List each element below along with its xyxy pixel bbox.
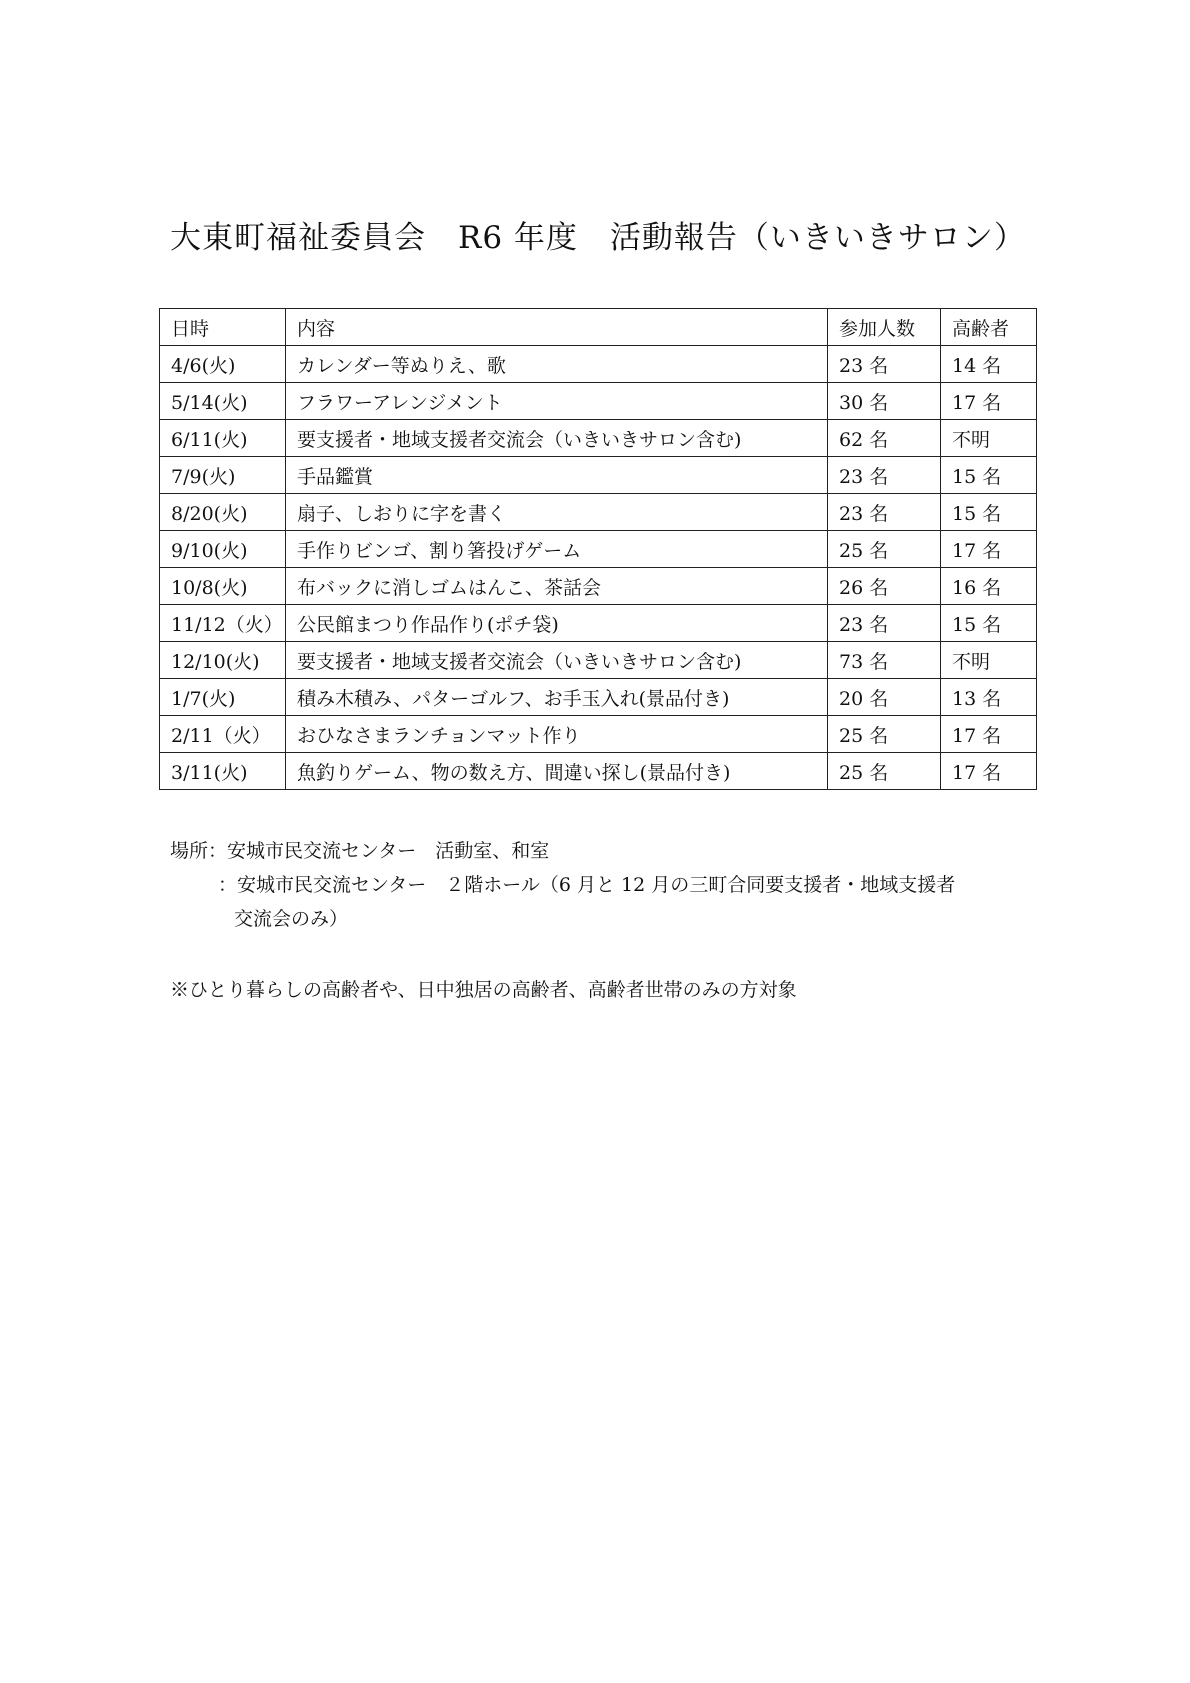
cell-participants: 25 名 — [828, 753, 941, 790]
cell-content: フラワーアレンジメント — [286, 383, 828, 420]
table-row — [160, 457, 1037, 494]
cell-elderly: 17 名 — [941, 531, 1037, 568]
cell-content: 手品鑑賞 — [286, 457, 828, 494]
cell-participants: 25 名 — [828, 716, 941, 753]
cell-participants: 73 名 — [828, 642, 941, 679]
cell-elderly: 15 名 — [941, 457, 1037, 494]
cell-content: 積み木積み、パターゴルフ、お手玉入れ(景品付き) — [286, 679, 828, 716]
header-participants: 参加人数 — [828, 309, 941, 346]
page-title: 大東町福祉委員会 R6 年度 活動報告（いきいきサロン） — [170, 220, 1026, 256]
cell-content: 布バックに消しゴムはんこ、茶話会 — [286, 568, 828, 605]
table-row — [160, 383, 1037, 420]
table-row — [160, 494, 1037, 531]
cell-date: 6/11(火) — [160, 420, 286, 457]
cell-content: カレンダー等ぬりえ、歌 — [286, 346, 828, 383]
cell-date: 5/14(火) — [160, 383, 286, 420]
cell-participants: 62 名 — [828, 420, 941, 457]
cell-content: おひなさまランチョンマット作り — [286, 716, 828, 753]
cell-date: 2/11（火） — [160, 716, 286, 753]
cell-participants: 30 名 — [828, 383, 941, 420]
cell-participants: 23 名 — [828, 605, 941, 642]
cell-elderly: 不明 — [941, 420, 1037, 457]
cell-content: 魚釣りゲーム、物の数え方、間違い探し(景品付き) — [286, 753, 828, 790]
cell-elderly: 15 名 — [941, 605, 1037, 642]
table-row — [160, 679, 1037, 716]
cell-participants: 23 名 — [828, 346, 941, 383]
cell-content: 要支援者・地域支援者交流会（いきいきサロン含む) — [286, 642, 828, 679]
cell-date: 4/6(火) — [160, 346, 286, 383]
venue-line-2-continued: 交流会のみ） — [234, 908, 349, 930]
cell-content: 手作りビンゴ、割り箸投げゲーム — [286, 531, 828, 568]
cell-elderly: 17 名 — [941, 753, 1037, 790]
cell-date: 3/11(火) — [160, 753, 286, 790]
cell-elderly: 13 名 — [941, 679, 1037, 716]
table-row — [160, 346, 1037, 383]
cell-elderly: 15 名 — [941, 494, 1037, 531]
venue-line-2: ：安城市民交流センター ２階ホール（6 月と 12 月の三町合同要支援者・地域支援者 — [218, 874, 956, 896]
cell-elderly: 14 名 — [941, 346, 1037, 383]
venue-line-1: 場所：安城市民交流センター 活動室、和室 — [170, 840, 550, 862]
cell-elderly: 17 名 — [941, 383, 1037, 420]
cell-date: 1/7(火) — [160, 679, 286, 716]
cell-date: 8/20(火) — [160, 494, 286, 531]
cell-date: 12/10(火) — [160, 642, 286, 679]
cell-elderly: 不明 — [941, 642, 1037, 679]
cell-content: 公民館まつり作品作り(ポチ袋) — [286, 605, 828, 642]
cell-participants: 23 名 — [828, 457, 941, 494]
cell-participants: 20 名 — [828, 679, 941, 716]
cell-participants: 23 名 — [828, 494, 941, 531]
table-row — [160, 753, 1037, 790]
cell-content: 要支援者・地域支援者交流会（いきいきサロン含む) — [286, 420, 828, 457]
cell-content: 扇子、しおりに字を書く — [286, 494, 828, 531]
target-audience-note: ※ひとり暮らしの高齢者や、日中独居の高齢者、高齢者世帯のみの方対象 — [170, 979, 797, 1001]
cell-date: 9/10(火) — [160, 531, 286, 568]
cell-participants: 26 名 — [828, 568, 941, 605]
table-row — [160, 716, 1037, 753]
header-date: 日時 — [160, 309, 286, 346]
table-row — [160, 420, 1037, 457]
activity-table — [159, 308, 1037, 790]
cell-date: 7/9(火) — [160, 457, 286, 494]
venue-notes — [170, 834, 955, 936]
cell-elderly: 16 名 — [941, 568, 1037, 605]
header-content: 内容 — [286, 309, 828, 346]
table-row — [160, 531, 1037, 568]
header-elderly: 高齢者 — [941, 309, 1037, 346]
cell-participants: 25 名 — [828, 531, 941, 568]
cell-date: 10/8(火) — [160, 568, 286, 605]
cell-elderly: 17 名 — [941, 716, 1037, 753]
table-row — [160, 568, 1037, 605]
table-row — [160, 605, 1037, 642]
table-header-row — [160, 309, 1037, 346]
cell-date: 11/12（火） — [160, 605, 286, 642]
table-row — [160, 642, 1037, 679]
